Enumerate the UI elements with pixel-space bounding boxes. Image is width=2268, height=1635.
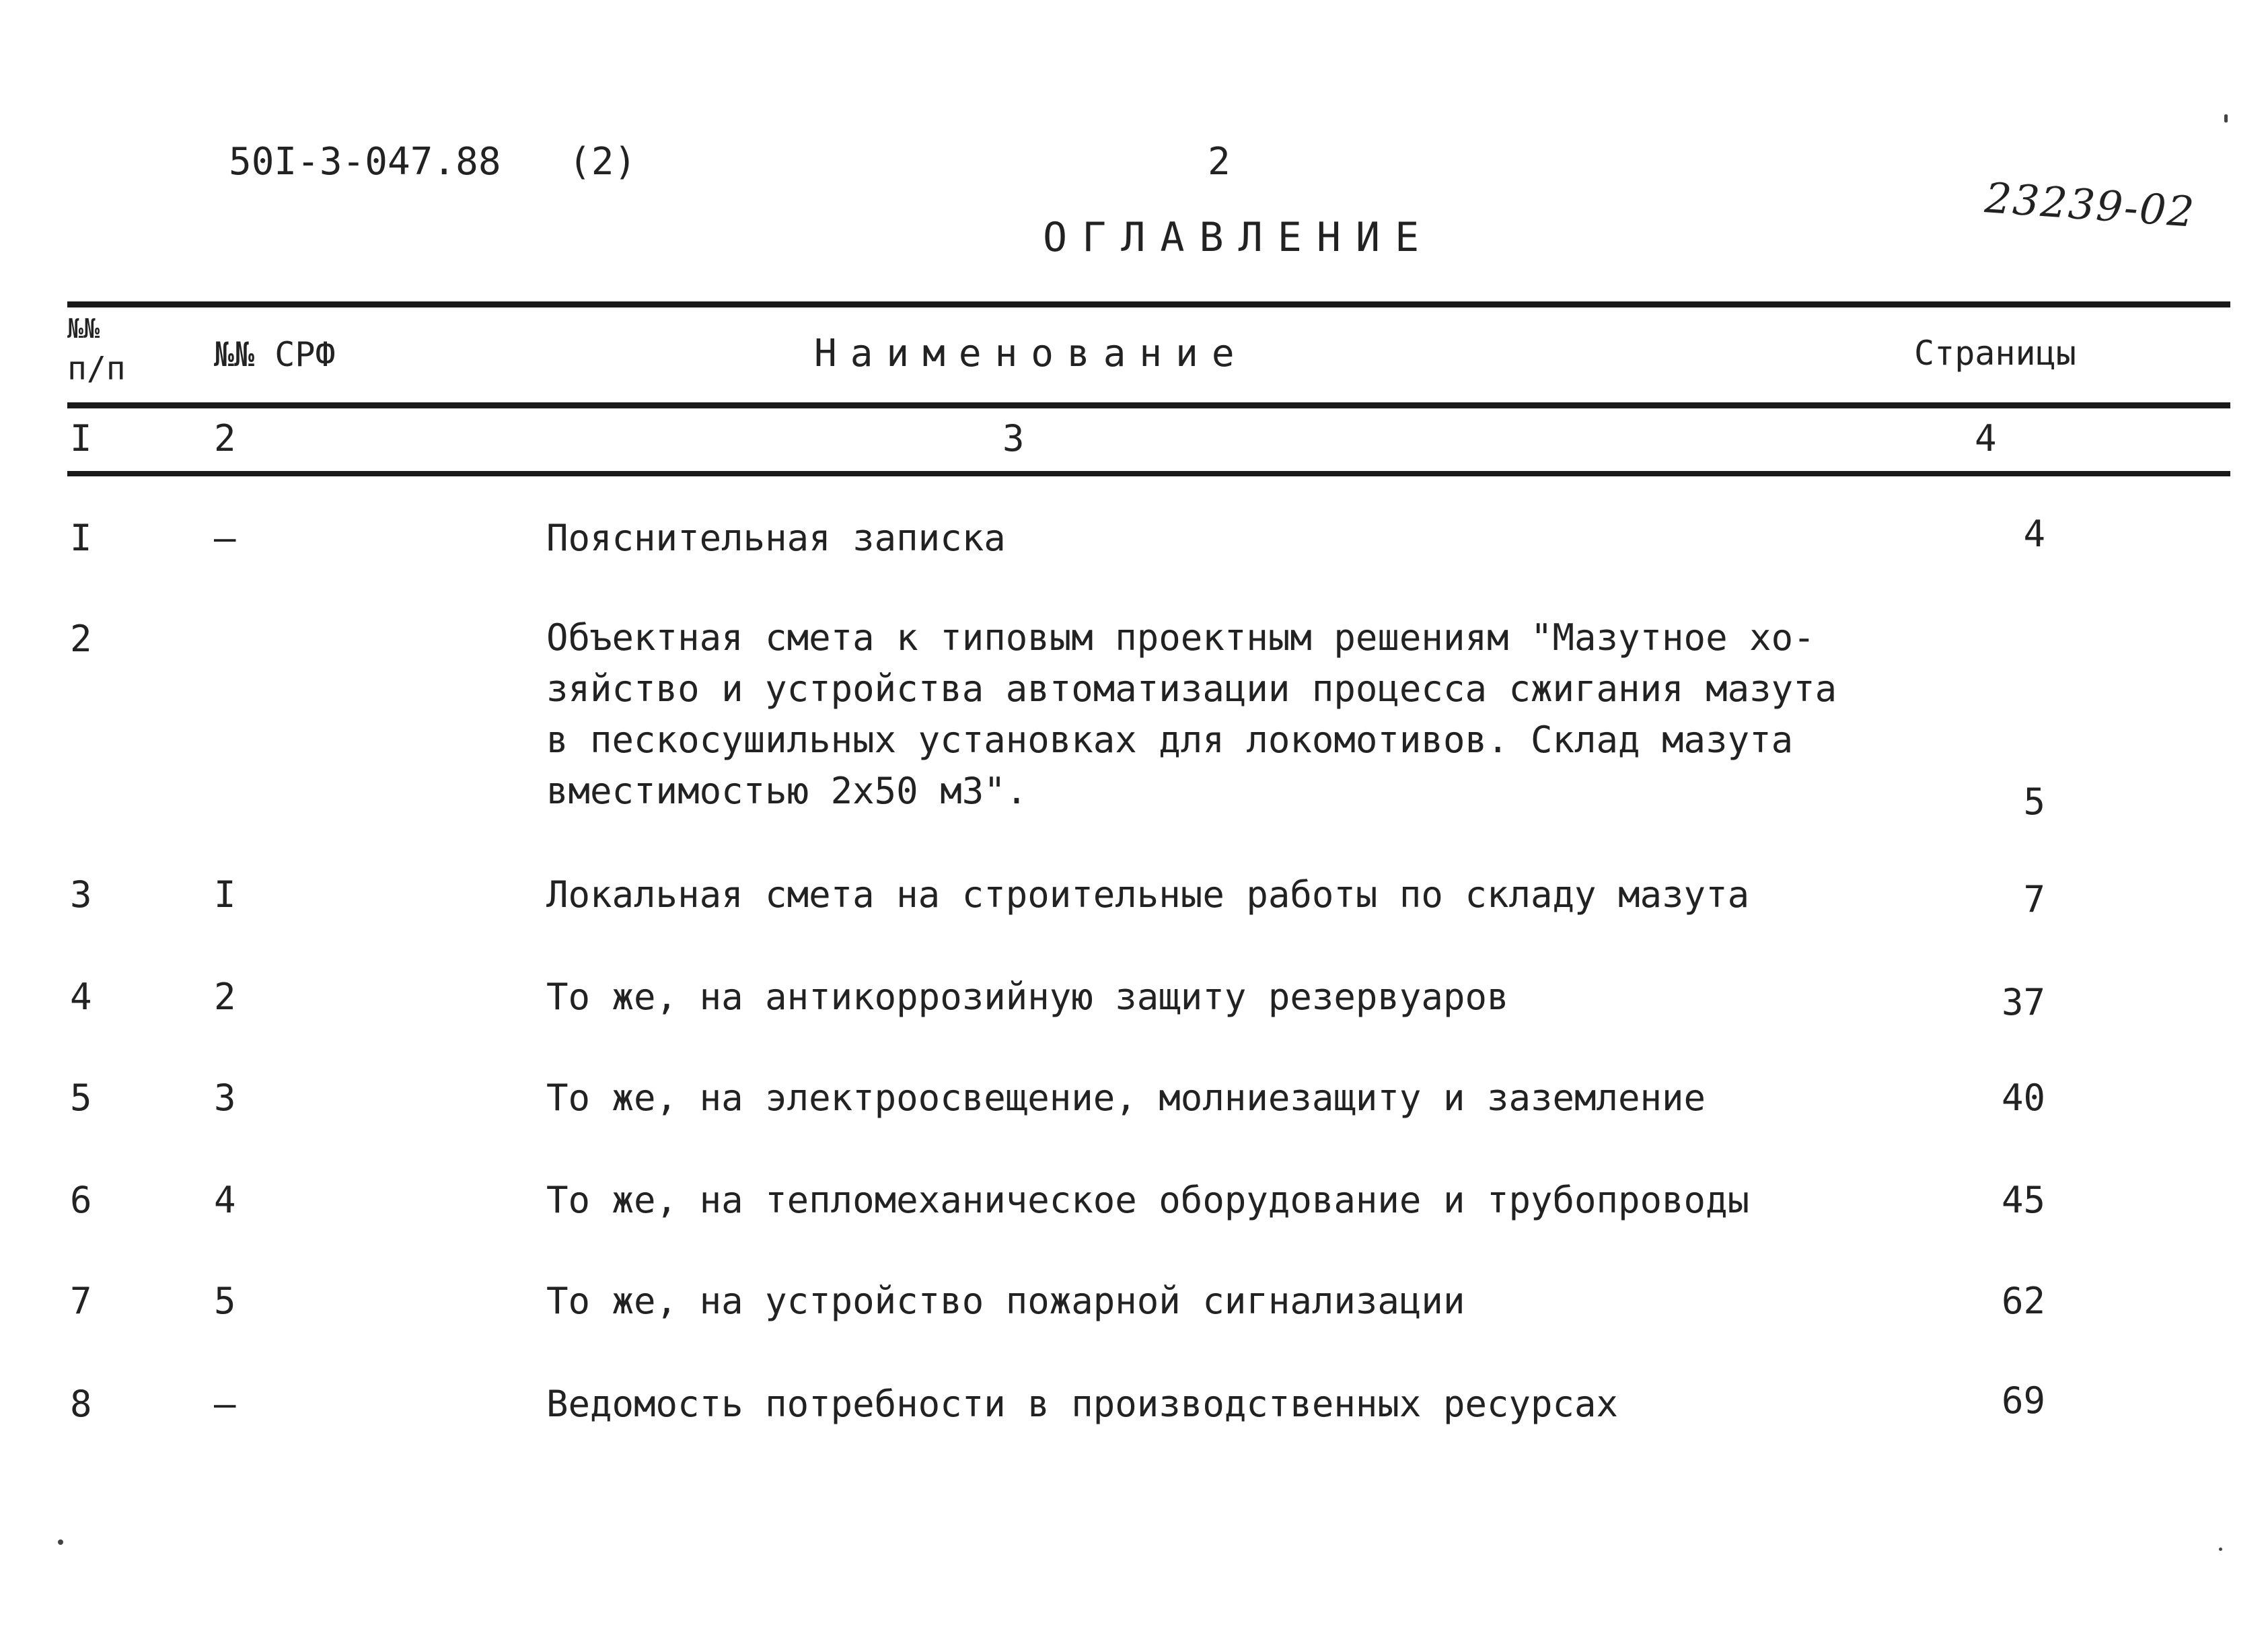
document-code: 50I-3-047.88 <box>229 140 501 184</box>
column-header-name: Наименование <box>814 332 1248 375</box>
row-5-name: То же, на электроосвещение, молниезащиту и заземление <box>546 1077 1706 1119</box>
row-2-page: 5 <box>2023 780 2045 823</box>
row-8-page: 69 <box>2001 1379 2045 1422</box>
album-number: (2) <box>569 140 637 184</box>
row-4-page: 37 <box>2001 981 2045 1023</box>
row-2-name-line-2: зяйство и устройства автоматизации процесса сжигания мазута <box>546 667 1837 710</box>
row-4-name: То же, на антикоррозийную защиту резервуаров <box>546 976 1509 1018</box>
column-number-3: 3 <box>1002 417 1025 460</box>
row-2-name-line-4: вместимостью 2х50 м3". <box>546 770 1028 812</box>
row-7-no: 7 <box>70 1280 92 1322</box>
column-header-srf: №№ СРФ <box>214 335 336 374</box>
row-8-no: 8 <box>70 1383 92 1425</box>
column-header-pages: Страницы <box>1914 334 2076 373</box>
row-6-no: 6 <box>70 1179 92 1221</box>
row-7-srf: 5 <box>214 1280 236 1322</box>
row-8-srf: – <box>214 1383 236 1425</box>
scan-speck <box>2224 114 2228 122</box>
row-3-name: Локальная смета на строительные работы по складу мазута <box>546 873 1750 916</box>
row-1-srf: – <box>214 517 236 559</box>
row-1-page: 4 <box>2023 513 2045 555</box>
column-numbers-rule <box>67 471 2230 476</box>
row-5-srf: 3 <box>214 1077 236 1119</box>
row-6-page: 45 <box>2001 1179 2045 1221</box>
row-5-no: 5 <box>70 1077 92 1119</box>
row-3-srf: I <box>214 873 236 916</box>
column-header-no-part2: п/п <box>67 350 126 388</box>
row-4-no: 4 <box>70 976 92 1018</box>
row-6-srf: 4 <box>214 1179 236 1221</box>
row-2-no: 2 <box>70 618 92 660</box>
row-1-no: I <box>70 517 92 559</box>
row-6-name: То же, на тепломеханическое оборудование и трубопроводы <box>546 1179 1750 1221</box>
page-title: ОГЛАВЛЕНИЕ <box>1043 214 1434 261</box>
handwritten-inventory-number: 23239-02 <box>1983 173 2197 237</box>
row-4-srf: 2 <box>214 976 236 1018</box>
column-number-1: I <box>70 417 92 460</box>
row-5-page: 40 <box>2001 1077 2045 1119</box>
page-number: 2 <box>1208 140 1231 184</box>
row-3-page: 7 <box>2023 878 2045 920</box>
row-2-name <box>546 612 1837 817</box>
scan-speck <box>58 1539 63 1545</box>
row-7-name: То же, на устройство пожарной сигнализации <box>546 1280 1465 1322</box>
row-2-name-line-3: в пескосушильных установках для локомотивов. Склад мазута <box>546 719 1794 761</box>
row-3-no: 3 <box>70 873 92 916</box>
column-number-2: 2 <box>214 417 236 460</box>
row-7-page: 62 <box>2001 1280 2045 1322</box>
row-8-name: Ведомость потребности в производственных ресурсах <box>546 1383 1619 1425</box>
header-bottom-rule <box>67 402 2230 408</box>
row-2-name-line-1: Объектная смета к типовым проектным решениям "Мазутное хо- <box>546 616 1815 659</box>
scan-speck <box>2219 1548 2222 1551</box>
column-header-no-part1: №№ <box>67 314 100 344</box>
column-number-4: 4 <box>1975 417 1997 460</box>
table-top-rule <box>67 301 2230 307</box>
row-1-name: Пояснительная записка <box>546 517 1006 559</box>
